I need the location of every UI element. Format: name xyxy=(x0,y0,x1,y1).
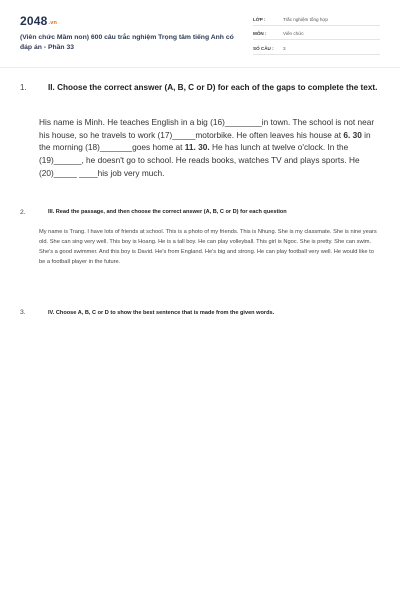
meta-label: SỐ CÂU : xyxy=(253,46,274,51)
header-divider xyxy=(0,67,400,68)
meta-value: Viên chức xyxy=(283,31,304,36)
passage-text: in the morning (18)_______goes home at xyxy=(39,129,371,153)
question-number: 3. xyxy=(20,309,26,316)
meta-value: 3 xyxy=(283,46,286,51)
passage-text: He has lunch at twelve o'clock. In the (19)______, he doesn't go to school. He reads books, watches TV and plays sports. He (20)_____ ____his job very much. xyxy=(39,142,360,178)
passage-text: His name is Minh. He teaches English in a big (16)________in town. The school is not near his house, so he travels to work (17)_____motorbike. He often leaves his house at xyxy=(39,117,375,140)
document-title: (Viên chức Mầm non) 600 câu trắc nghiệm Trọng tâm tiếng Anh có đáp án - Phần 33 xyxy=(20,34,234,51)
question-passage xyxy=(39,116,379,180)
question-number: 1. xyxy=(20,83,27,92)
logo-suffix: .vn xyxy=(48,20,58,26)
meta-value: Trắc nghiệm tổng hợp xyxy=(283,17,328,22)
question-number: 2. xyxy=(20,209,26,216)
meta-label: LỚP : xyxy=(253,17,266,22)
meta-row-subject xyxy=(253,28,380,40)
passage-time-emphasis: 6. 30 xyxy=(343,129,362,140)
passage-time-emphasis: 11. 30. xyxy=(184,142,210,153)
question-title: III. Read the passage, and then choose the correct answer (A, B, C or D) for each question xyxy=(48,209,287,215)
meta-label: MÔN : xyxy=(253,31,267,36)
meta-row-class xyxy=(253,14,380,26)
document-header xyxy=(0,0,400,66)
question-passage: My name is Trang. I have lots of friends at school. This is a photo of my friends. This is Nhung. She is my classmate. She is nine years old. She can sing very well. This boy is Hoang. He is a tall boy. He can play volleyball. This girl is Ngoc. She is pretty. She can swim. She's a good swimmer. And this boy is David. He's from England. He's big and strong. He can play football very well. He would like to be a football player in the future. xyxy=(39,229,377,265)
site-logo[interactable] xyxy=(20,14,57,28)
question-title: IV. Choose A, B, C or D to show the best sentence that is made from the given words. xyxy=(48,310,275,316)
meta-row-question-count xyxy=(253,43,380,55)
logo-number: 2048 xyxy=(20,14,48,28)
question-title: II. Choose the correct answer (A, B, C or D) for each of the gaps to complete the text. xyxy=(48,83,378,92)
